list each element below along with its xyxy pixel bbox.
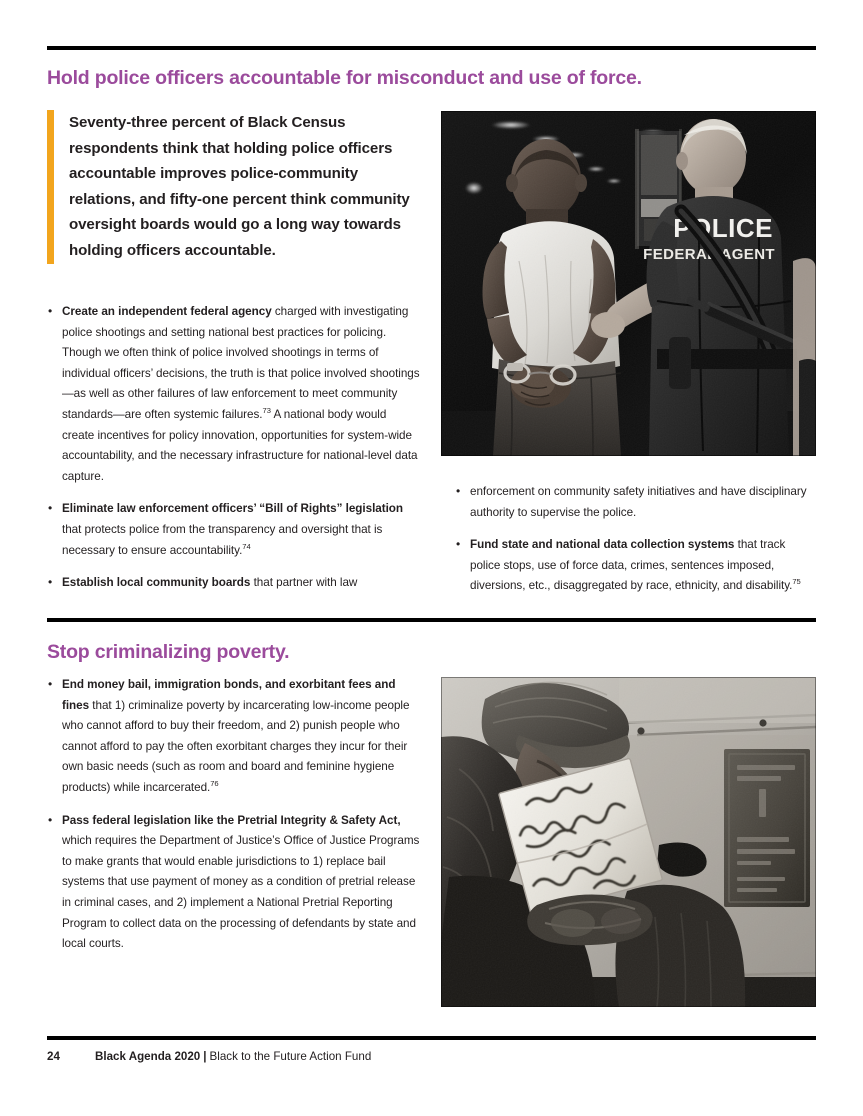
arrest-photo-graphic bbox=[441, 111, 816, 456]
bullet-body: that 1) criminalize poverty by incarcerating low-income people who cannot afford to buy their freedom, and 2) punish people who cannot afford to pay the often exorbitant charges they incur for their own basic needs (such as room and board and feminine hygiene products) while incarcerated. bbox=[62, 698, 410, 794]
page-footer bbox=[47, 1050, 816, 1063]
homeless-person-photo-graphic bbox=[441, 677, 816, 1007]
section-1-left-bullets bbox=[47, 302, 421, 594]
pullquote-text: Seventy-three percent of Black Census respondents think that holding police officers accountable improves police-community relations, and fifty-one percent think community oversight boards would go a long way towards holding officers accountable. bbox=[69, 114, 410, 259]
pullquote-accent-bar bbox=[47, 110, 54, 264]
footer-brand: Black Agenda 2020 bbox=[95, 1050, 201, 1063]
pullquote-block bbox=[47, 110, 417, 264]
homeless-person-photo bbox=[441, 677, 816, 1007]
bottom-divider-rule bbox=[47, 1036, 816, 1040]
bullet-body: that protects police from the transparency and oversight that is necessary to ensure accountability. bbox=[62, 522, 383, 557]
bullet-lead: Create an independent federal agency bbox=[62, 305, 272, 318]
list-item bbox=[47, 302, 421, 487]
list-item bbox=[47, 573, 421, 594]
list-item bbox=[47, 675, 421, 799]
section-1-right-column bbox=[455, 482, 817, 597]
continuation-text: enforcement on community safety initiatives and have disciplinary authority to supervise the police. bbox=[470, 485, 807, 519]
section-2-left-column bbox=[47, 675, 421, 955]
bullet-lead: Establish local community boards bbox=[62, 576, 251, 590]
bullet-body: which requires the Department of Justice’s Office of Justice Programs to make grants that would enable jurisdictions to 1) replace bail systems that use payment of money as a condition of pretrial release in criminal cases, and 2) implement a National Pretrial Reporting Program to collect data on the processing of defendants by state and local courts. bbox=[62, 834, 420, 951]
list-item bbox=[47, 811, 421, 955]
footer-separator: | bbox=[203, 1050, 207, 1063]
footnote-marker: 73 bbox=[262, 406, 271, 416]
list-item bbox=[455, 535, 817, 597]
footer-organization: Black to the Future Action Fund bbox=[209, 1050, 372, 1063]
bullet-body-cont: A national body would create incentives for policy innovation, opportunities for system-wide accountability, and the necessary infrastructure for national-level data capture. bbox=[62, 407, 418, 483]
footnote-marker: 75 bbox=[792, 577, 801, 587]
footnote-marker: 74 bbox=[242, 541, 251, 551]
section-heading-stop-criminalizing-poverty: Stop criminalizing poverty. bbox=[47, 641, 290, 663]
section-1-left-column bbox=[47, 302, 421, 594]
list-item-continuation bbox=[455, 482, 817, 523]
section-2-left-bullets bbox=[47, 675, 421, 955]
arrest-photo bbox=[441, 111, 816, 456]
footnote-marker: 76 bbox=[210, 779, 219, 789]
section-divider-rule bbox=[47, 618, 816, 622]
bullet-lead: Pass federal legislation like the Pretrial Integrity & Safety Act, bbox=[62, 813, 401, 827]
bullet-body: charged with investigating police shootings and setting national best practices for policing. Though we often think of police involved shootings in terms of individual officers’ decisions, the truth is that police involved shootings—as well as other failures of law enforcement to meet community standards—are often systemic failures. bbox=[62, 305, 420, 421]
bullet-body: that track police stops, use of force data, crimes, sentences imposed, diversions, etc., disaggregated by race, ethnicity, and disability. bbox=[470, 538, 793, 593]
top-divider-rule bbox=[47, 46, 816, 50]
bullet-lead: Fund state and national data collection systems bbox=[470, 538, 735, 552]
bullet-lead: End money bail, immigration bonds, and exorbitant fees and fines bbox=[62, 678, 396, 712]
section-heading-hold-police-accountable: Hold police officers accountable for misconduct and use of force. bbox=[47, 67, 642, 89]
bullet-lead: Eliminate law enforcement officers’ “Bill of Rights” legislation bbox=[62, 502, 403, 516]
list-item bbox=[47, 499, 421, 561]
bullet-body: that partner with law bbox=[250, 576, 358, 590]
footer-page-number: 24 bbox=[47, 1050, 60, 1063]
section-1-right-bullets bbox=[455, 482, 817, 597]
